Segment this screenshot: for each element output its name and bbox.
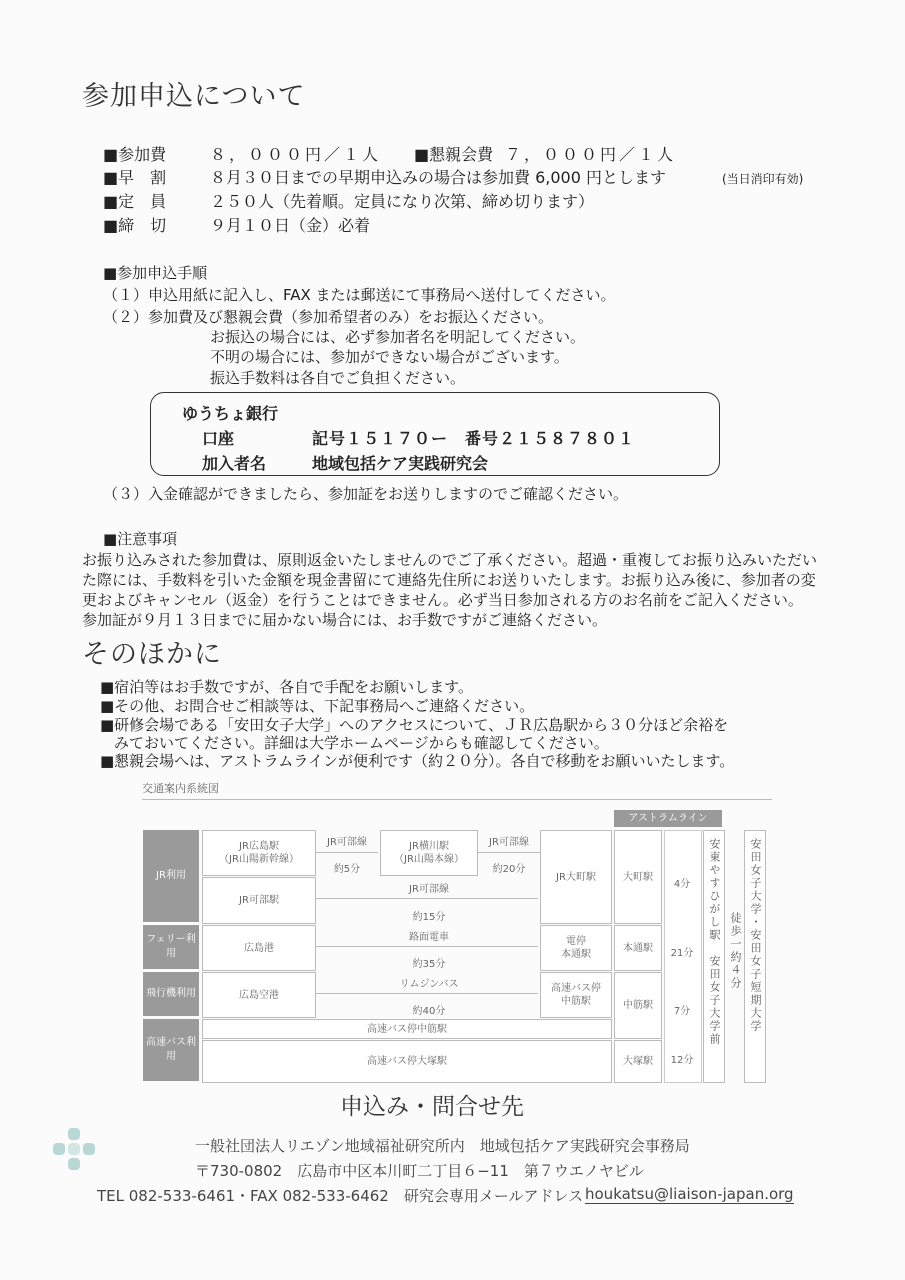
time-35min: 約35分 [412,959,446,970]
transit-title-rule [142,799,772,800]
organization-logo [52,1127,96,1171]
procedure-note-2: 不明の場合には、参加ができない場合がございます。 [210,348,569,366]
jr-hiroshima-station: JR広島駅 （JR山陽新幹線） [202,830,316,876]
time-15min: 約15分 [412,912,446,923]
section-title-application: 参加申込について [82,81,306,112]
time-21min: 21分 [670,948,694,959]
astram-hondori-station: 本通駅 [614,925,662,971]
contact-organization: 一般社団法人リエゾン地域福祉研究所内 地域包括ケア実践研究会事務局 [195,1137,690,1155]
contact-email-link[interactable]: houkatsu@liaison-japan.org [585,1185,794,1203]
bank-account-value: 記号１５１７０ー 番号２１５８７８０１ [312,429,636,448]
contact-title: 申込み・問合せ先 [340,1094,524,1120]
procedure-step-2: （２）参加費及び懇親会費（参加希望者のみ）をお振込ください。 [103,308,554,326]
astram-nakasuji-station: 中筋駅 [614,972,662,1039]
early-label: ■早 割 [103,168,167,187]
time-40min: 約40分 [412,1006,446,1017]
walk-time: 徒歩一約４分 [729,912,742,990]
procedure-step-3: （３）入金確認ができましたら、参加証をお送りしますのでご確認ください。 [103,485,629,503]
limousine-bus-label: リムジンバス [399,979,459,990]
jr-kabe-line-label-3: JR可部線 [409,884,449,895]
other-item-3b: みておいてください。詳細は大学ホームページからも確認してください。 [114,734,609,752]
jr-kabe-line-label-1: JR可部線 [327,837,367,848]
contact-address: 〒730-0802 広島市中区本川町二丁目６−11 第７ウエノヤビル [195,1162,644,1180]
caution-heading: ■注意事項 [103,530,178,548]
tram-stop-hondori: 電停 本通駅 [540,925,612,971]
time-4min: 4分 [673,879,691,890]
party-fee-value: ７，０００円／１人 [505,145,677,164]
hiroshima-port: 広島港 [202,925,316,971]
highway-bus-nakasuji: 高速バス停中筋駅 [202,1019,612,1039]
jr-omachi-station: JR大町駅 [540,830,612,924]
bank-account-label: 口座 [202,429,235,448]
other-item-2: ■その他、お問合せご相談等は、下記事務局へご連絡ください。 [100,697,535,715]
procedure-note-3: 振込手数料は各自でご負担ください。 [210,369,466,387]
fee-label: ■参加費 [103,145,167,164]
deadline-value: ９月１０日（金）必着 [210,216,371,235]
bank-name: ゆうちょ銀行 [182,404,279,423]
capacity-label: ■定 員 [103,192,167,211]
early-value: ８月３０日までの早期申込みの場合は参加費 6,000 円とします [210,168,666,187]
tram-label: 路面電車 [409,932,449,943]
contact-tel-fax: TEL 082-533-6461・FAX 082-533-6462 研究会専用メールアドレス [97,1187,584,1205]
other-item-3a: ■研修会場である「安田女子大学」へのアクセスについて、ＪＲ広島駅から３０分ほど余裕を [100,716,729,734]
other-item-4: ■懇親会場へは、アストラムラインが便利です（約２０分）。各自で移動をお願いいたします。 [100,752,735,770]
time-7min: 7分 [673,1006,691,1017]
time-5min: 約5分 [333,864,361,875]
party-fee-label: ■懇親会費 [414,145,494,164]
time-20min: 約20分 [492,864,526,875]
caution-text: お振り込みされた参加費は、原則返金いたしませんのでご了承ください。超過・重複してお振り込みいただいた際には、手数料を引いた金額を現金書留にて連絡先住所にお送りいたします。お振り込み後に、参加者の変更およびキャンセル（返金）を行うことはできません。必ず当日参加される方のお名前をご記入ください。参加証が９月１３日までに届かない場合には、お手数ですがご連絡ください。 [82,551,818,629]
university-name: 安田女子大学・安田女子短期大学 [749,838,762,1033]
early-note: (当日消印有効) [722,172,804,186]
side-label-bus: 高速バス利用 [143,1019,199,1081]
jr-kabe-line-label-2: JR可部線 [489,837,529,848]
astram-otsuka-station: 大塚駅 [614,1040,662,1083]
section-title-other: そのほかに [82,639,222,670]
side-label-jr: JR利用 [143,830,199,922]
connector-line [478,852,540,853]
deadline-label: ■締 切 [103,216,167,235]
jr-kabe-station: JR可部駅 [202,877,316,924]
side-label-plane: 飛行機利用 [143,972,199,1016]
fee-value: ８，０００円／１人 [210,145,382,164]
capacity-value: ２５０人（先着順。定員になり次第、締め切ります） [210,192,595,211]
connector-line [316,852,378,853]
other-item-1: ■宿泊等はお手数ですが、各自で手配をお願いします。 [100,678,473,696]
hiroshima-airport: 広島空港 [202,972,316,1018]
transit-title: 交通案内系統図 [142,782,219,795]
time-12min: 12分 [670,1055,694,1066]
connector-line [316,946,538,947]
bus-stop-nakasuji: 高速バス停 中筋駅 [540,972,612,1018]
procedure-step-1: （１）申込用紙に記入し、FAX または郵送にて事務局へ送付してください。 [103,286,616,304]
astram-omachi-station: 大町駅 [614,830,662,924]
jr-yokogawa-station: JR横川駅 （JR山陽本線） [380,830,478,876]
connector-line [316,993,538,994]
bank-holder-label: 加入者名 [202,454,267,473]
procedure-note-1: お振込の場合には、必ず参加者名を明記してください。 [210,328,586,346]
side-label-ferry: フェリー利用 [143,925,199,969]
connector-line [316,898,538,899]
procedure-heading: ■参加申込手順 [103,264,208,282]
destination-station: 安東やすひがし駅 安田女子大学前 [708,838,721,1046]
bank-holder-value: 地域包括ケア実践研究会 [312,454,489,473]
astram-line-header: アストラムライン [614,810,722,827]
highway-bus-otsuka: 高速バス停大塚駅 [202,1040,612,1083]
